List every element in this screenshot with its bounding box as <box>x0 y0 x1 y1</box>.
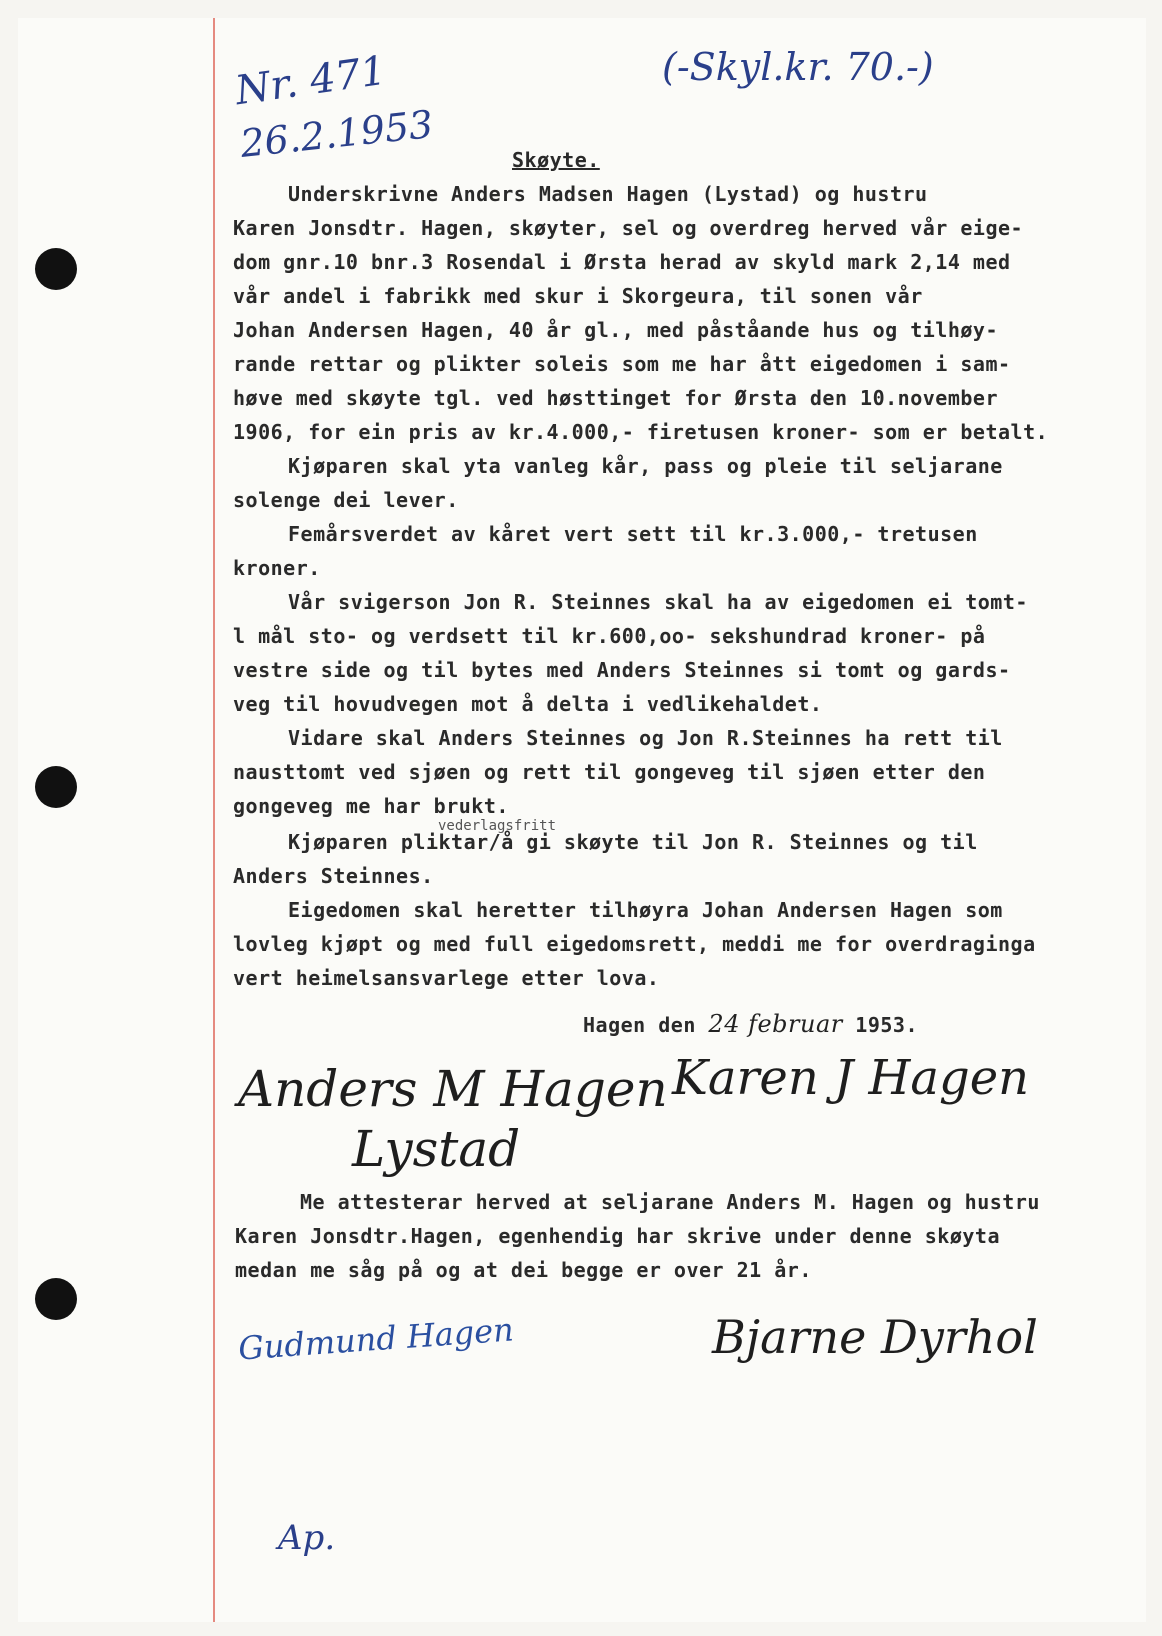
text-line: kroner. <box>233 556 321 580</box>
text-line: Eigedomen skal heretter tilhøyra Johan Andersen Hagen som <box>288 898 1003 922</box>
margin-rule <box>213 18 215 1622</box>
text-line: Vidare skal Anders Steinnes og Jon R.Steinnes ha rett til <box>288 726 1003 750</box>
place-date-handwritten: 24 februar <box>708 1010 843 1038</box>
attestation-line: Me attesterar herved at seljarane Anders M. Hagen og hustru <box>300 1190 1040 1214</box>
signature-witness-1: Gudmund Hagen <box>237 1310 515 1368</box>
text-line: l mål sto- og verdsett til kr.600,oo- sekshundrad kroner- på <box>233 624 986 648</box>
signature-seller-2: Karen J Hagen <box>672 1050 1030 1106</box>
folio-note: Nr. 471 <box>232 47 389 115</box>
text-line: vår andel i fabrikk med skur i Skorgeura, til sonen vår <box>233 284 923 308</box>
punch-hole <box>35 766 77 808</box>
text-line: lovleg kjøpt og med full eigedomsrett, meddi me for overdraginga <box>233 932 1036 956</box>
text-line: Vår svigerson Jon R. Steinnes skal ha av eigedomen ei tomt- <box>288 590 1028 614</box>
text-line: Anders Steinnes. <box>233 864 434 888</box>
text-line: dom gnr.10 bnr.3 Rosendal i Ørsta herad av skyld mark 2,14 med <box>233 250 1011 274</box>
signature-seller-1-suffix: Lystad <box>352 1120 521 1178</box>
fee-note: (-Skyl.kr. 70.-) <box>662 45 934 89</box>
text-line: Femårsverdet av kåret vert sett til kr.3.000,- tretusen <box>288 522 978 546</box>
text-line: rande rettar og plikter soleis som me har ått eigedomen i sam- <box>233 352 1011 376</box>
text-line: gongeveg me har brukt. <box>233 794 509 818</box>
place-date-year: 1953. <box>855 1013 919 1037</box>
text-line: nausttomt ved sjøen og rett til gongeveg til sjøen etter den <box>233 760 986 784</box>
text-line: 1906, for ein pris av kr.4.000,- firetusen kroner- som er betalt. <box>233 420 1049 444</box>
text-line: veg til hovudvegen mot å delta i vedlikehaldet. <box>233 692 823 716</box>
text-line: Kjøparen skal yta vanleg kår, pass og pleie til seljarane <box>288 454 1003 478</box>
attestation-line: medan me såg på og at dei begge er over 21 år. <box>235 1258 812 1282</box>
place-date-prefix: Hagen den <box>583 1013 696 1037</box>
text-line: vert heimelsansvarlege etter lova. <box>233 966 660 990</box>
signature-seller-1: Anders M Hagen <box>238 1060 668 1118</box>
text-line: Underskrivne Anders Madsen Hagen (Lystad) og hustru <box>288 182 928 206</box>
interlinear-insertion: vederlagsfritt <box>438 818 557 834</box>
text-line: høve med skøyte tgl. ved høsttinget for Ørsta den 10.november <box>233 386 999 410</box>
text-line: Karen Jonsdtr. Hagen, skøyter, sel og overdreg herved vår eige- <box>233 216 1024 240</box>
text-line: Kjøparen pliktar/å gi skøyte til Jon R. Steinnes og til <box>288 830 978 854</box>
text-line: Johan Andersen Hagen, 40 år gl., med påståande hus og tilhøy- <box>233 318 999 342</box>
punch-hole <box>35 1278 77 1320</box>
signature-witness-2: Bjarne Dyrhol <box>712 1310 1038 1364</box>
attestation-line: Karen Jonsdtr.Hagen, egenhendig har skrive under denne skøyta <box>235 1224 1001 1248</box>
punch-hole <box>35 248 77 290</box>
date-note: 26.2.1953 <box>238 102 436 166</box>
document-title: Skøyte. <box>512 148 600 172</box>
text-line: vestre side og til bytes med Anders Steinnes si tomt og gards- <box>233 658 1011 682</box>
text-line: solenge dei lever. <box>233 488 459 512</box>
place-date-line <box>583 1010 918 1038</box>
footer-initial: Ap. <box>278 1518 336 1558</box>
